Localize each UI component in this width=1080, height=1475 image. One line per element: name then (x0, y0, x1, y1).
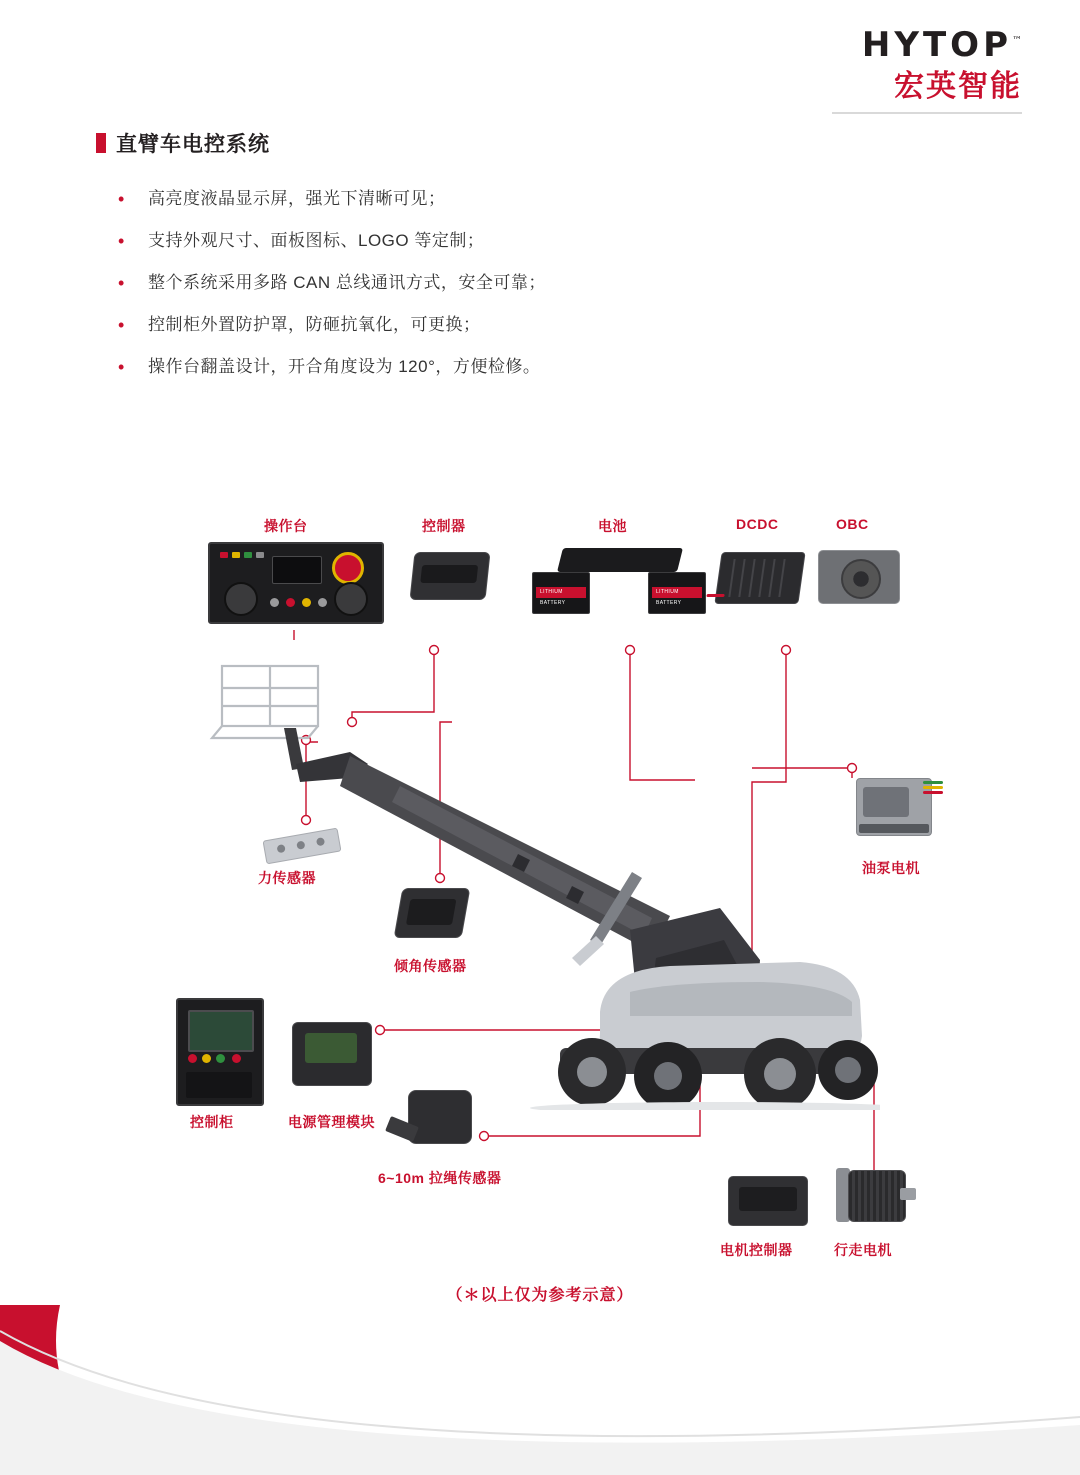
list-item (112, 228, 872, 254)
bullet-icon: • (118, 357, 125, 377)
caption-control-cabinet: 控制柜 (190, 1114, 234, 1130)
part-obc-charger (818, 550, 900, 604)
section-heading (96, 128, 270, 158)
corner-decoration (0, 1245, 1080, 1475)
brand-logo (832, 25, 1022, 114)
brand-name-chinese: 宏英智能 (894, 70, 1022, 103)
list-item-label: 控制柜外置防护罩，防砸抗氧化，可更换； (148, 315, 481, 334)
bullet-icon: • (118, 189, 125, 209)
feature-list (112, 186, 872, 396)
battery-band-label: LITHIUM BATTERY (540, 589, 566, 606)
part-rope-sensor (408, 1090, 472, 1144)
part-drive-motor (834, 1166, 916, 1224)
emergency-stop-icon (332, 552, 364, 584)
list-item (112, 186, 872, 212)
dcdc-cable-icon (706, 594, 724, 597)
brand-name-text: HYTOP (861, 25, 1012, 65)
list-item-label: 高亮度液晶显示屏，强光下清晰可见； (148, 189, 446, 208)
joystick-right-icon (334, 582, 368, 616)
caption-obc: OBC (836, 516, 869, 532)
part-battery-module-left (532, 572, 590, 614)
list-item-label: 操作台翻盖设计，开合角度设为 120°，方便检修。 (148, 357, 541, 376)
part-battery-pack-top (557, 548, 683, 572)
part-motor-controller (728, 1176, 808, 1226)
list-item (112, 354, 872, 380)
battery-band (536, 587, 586, 606)
caption-rope-sensor: 6~10m 拉绳传感器 (378, 1170, 502, 1186)
part-battery-module-right (648, 572, 706, 614)
drive-motor-housing (848, 1170, 906, 1222)
heading-marker-icon (96, 133, 106, 153)
bullet-icon: • (118, 315, 125, 335)
trademark-symbol: ™ (1012, 35, 1022, 47)
pump-motor-body (863, 787, 909, 817)
list-item (112, 312, 872, 338)
pump-motor-wires-icon (923, 781, 945, 797)
battery-band (652, 587, 702, 606)
console-indicator-row (220, 552, 264, 560)
part-oil-pump-motor (856, 778, 932, 836)
diagram-footnote: （＊以上仅为参考示意） (446, 1287, 634, 1304)
rope-sensor-bracket (385, 1116, 419, 1142)
caption-force-sensor: 力传感器 (258, 870, 316, 886)
caption-pump-motor: 油泵电机 (862, 860, 920, 876)
caption-controller: 控制器 (422, 518, 466, 534)
caption-tilt-sensor: 倾角传感器 (394, 958, 467, 974)
list-item-label: 支持外观尺寸、面板图标、LOGO 等定制； (148, 231, 485, 250)
caption-dcdc: DCDC (736, 516, 779, 532)
part-power-management-module (292, 1022, 372, 1086)
list-item-label: 整个系统采用多路 CAN 总线通讯方式，安全可靠； (148, 273, 546, 292)
page-title: 直臂车电控系统 (116, 133, 270, 156)
console-knob-row (270, 598, 330, 608)
console-display (272, 556, 322, 584)
battery-band-label: LITHIUM BATTERY (656, 589, 682, 606)
drive-motor-shaft (900, 1188, 916, 1200)
list-item (112, 270, 872, 296)
joystick-left-icon (224, 582, 258, 616)
corner-swoosh-icon (0, 1245, 1080, 1475)
part-controller (409, 552, 490, 600)
pump-motor-base (859, 824, 929, 833)
part-console (208, 542, 384, 624)
caption-console: 操作台 (264, 518, 308, 534)
part-dcdc-converter (714, 552, 805, 604)
system-diagram (0, 490, 1080, 1350)
bullet-icon: • (118, 273, 125, 293)
part-control-cabinet (176, 998, 264, 1106)
caption-motor-controller: 电机控制器 (720, 1242, 793, 1258)
platform-basket (212, 666, 318, 738)
part-tilt-sensor (394, 888, 471, 938)
cabinet-button-row (188, 1054, 250, 1066)
brand-name-latin (861, 25, 1022, 65)
caption-drive-motor: 行走电机 (834, 1242, 892, 1258)
caption-battery: 电池 (598, 518, 627, 534)
fan-icon (841, 559, 881, 599)
cabinet-wiring-panel (186, 1072, 252, 1098)
logo-divider (832, 112, 1022, 114)
bullet-icon: • (118, 231, 125, 251)
caption-power-module: 电源管理模块 (288, 1114, 375, 1130)
cabinet-display (188, 1010, 254, 1052)
